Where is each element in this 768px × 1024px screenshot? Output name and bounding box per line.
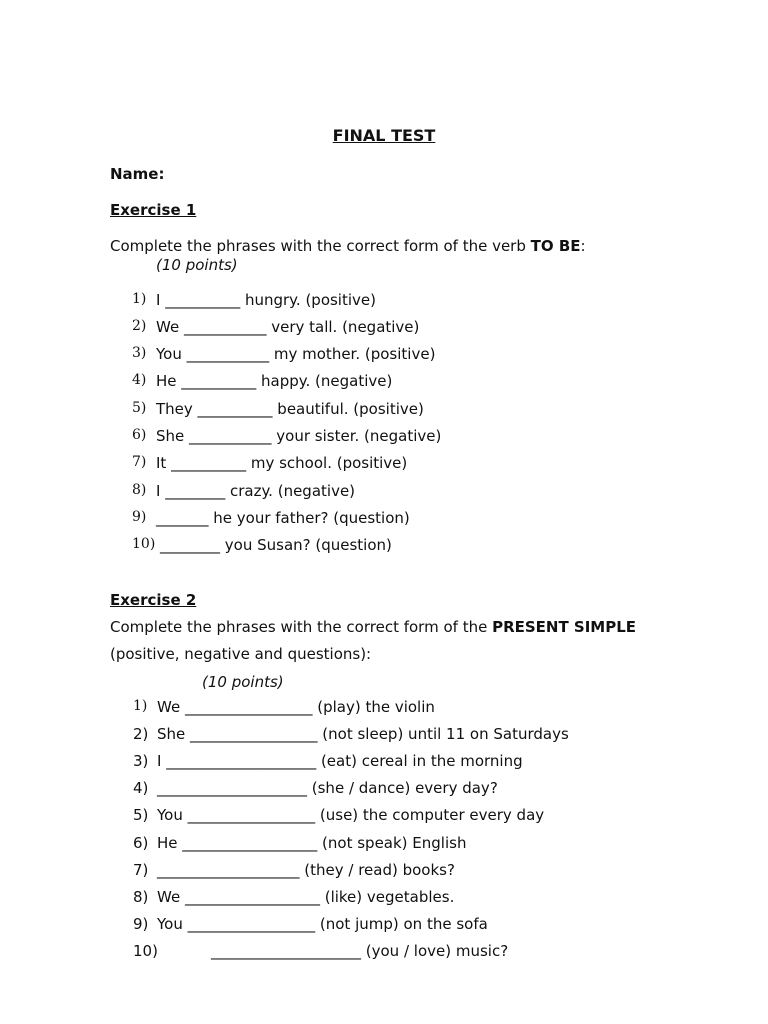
item-text: ________ you Susan? (question) (160, 536, 392, 554)
exercise-1-instruction (110, 237, 586, 255)
page-title: FINAL TEST (332, 126, 436, 145)
exercise-1-points: (10 points) (156, 256, 238, 274)
item-number: 1) (132, 291, 147, 307)
item-number: 5) (133, 806, 149, 824)
exercise-2-points: (10 points) (202, 673, 284, 691)
item-text: He __________ happy. (negative) (156, 372, 393, 390)
exercise-1-instruction-end: : (580, 237, 586, 255)
item-number: 2) (133, 725, 149, 743)
item-text: We __________________ (like) vegetables. (157, 888, 455, 906)
item-number: 3) (132, 345, 147, 361)
item-text: ____________________ (she / dance) every day? (157, 779, 498, 797)
item-text: You _________________ (use) the computer every day (157, 806, 545, 824)
item-text: You ___________ my mother. (positive) (156, 345, 436, 363)
exercise-2-instruction-line2: (positive, negative and questions): (110, 645, 372, 663)
exercise-1-instruction-text: Complete the phrases with the correct form of the verb (110, 237, 531, 255)
exercise-2-heading: Exercise 2 (110, 591, 197, 609)
item-number: 8) (133, 888, 149, 906)
exercise-2-instruction-text: Complete the phrases with the correct form of the (110, 618, 493, 636)
item-number: 10) (132, 536, 156, 552)
exercise-2-instruction (110, 618, 636, 636)
item-number: 4) (132, 372, 147, 388)
item-text: ____________________ (you / love) music? (211, 942, 509, 960)
item-number: 7) (132, 454, 147, 470)
item-number: 1) (133, 698, 148, 714)
exercise-1-heading: Exercise 1 (110, 201, 197, 219)
item-text: It __________ my school. (positive) (156, 454, 408, 472)
item-number: 6) (133, 834, 149, 852)
item-text: _______ he your father? (question) (156, 509, 410, 527)
item-number: 8) (132, 482, 147, 498)
exercise-1-instruction-verb: TO BE (530, 237, 581, 255)
item-text: He __________________ (not speak) English (157, 834, 467, 852)
item-number: 9) (132, 509, 147, 525)
item-number: 9) (133, 915, 149, 933)
item-number: 10) (133, 942, 158, 960)
item-text: We ___________ very tall. (negative) (156, 318, 420, 336)
item-text: ___________________ (they / read) books? (157, 861, 455, 879)
item-number: 2) (132, 318, 147, 334)
item-text: I ________ crazy. (negative) (156, 482, 356, 500)
item-text: I __________ hungry. (positive) (156, 291, 376, 309)
item-number: 7) (133, 861, 149, 879)
item-text: She ___________ your sister. (negative) (156, 427, 442, 445)
item-text: They __________ beautiful. (positive) (156, 400, 424, 418)
item-number: 4) (133, 779, 149, 797)
exercise-2-instruction-tense: PRESENT SIMPLE (492, 618, 637, 636)
item-number: 3) (133, 752, 149, 770)
item-number: 6) (132, 427, 147, 443)
item-text: She _________________ (not sleep) until 11 on Saturdays (157, 725, 569, 743)
item-text: You _________________ (not jump) on the sofa (157, 915, 488, 933)
item-text: I ____________________ (eat) cereal in the morning (157, 752, 523, 770)
item-number: 5) (132, 400, 147, 416)
name-label: Name: (110, 165, 165, 183)
item-text: We _________________ (play) the violin (157, 698, 435, 716)
